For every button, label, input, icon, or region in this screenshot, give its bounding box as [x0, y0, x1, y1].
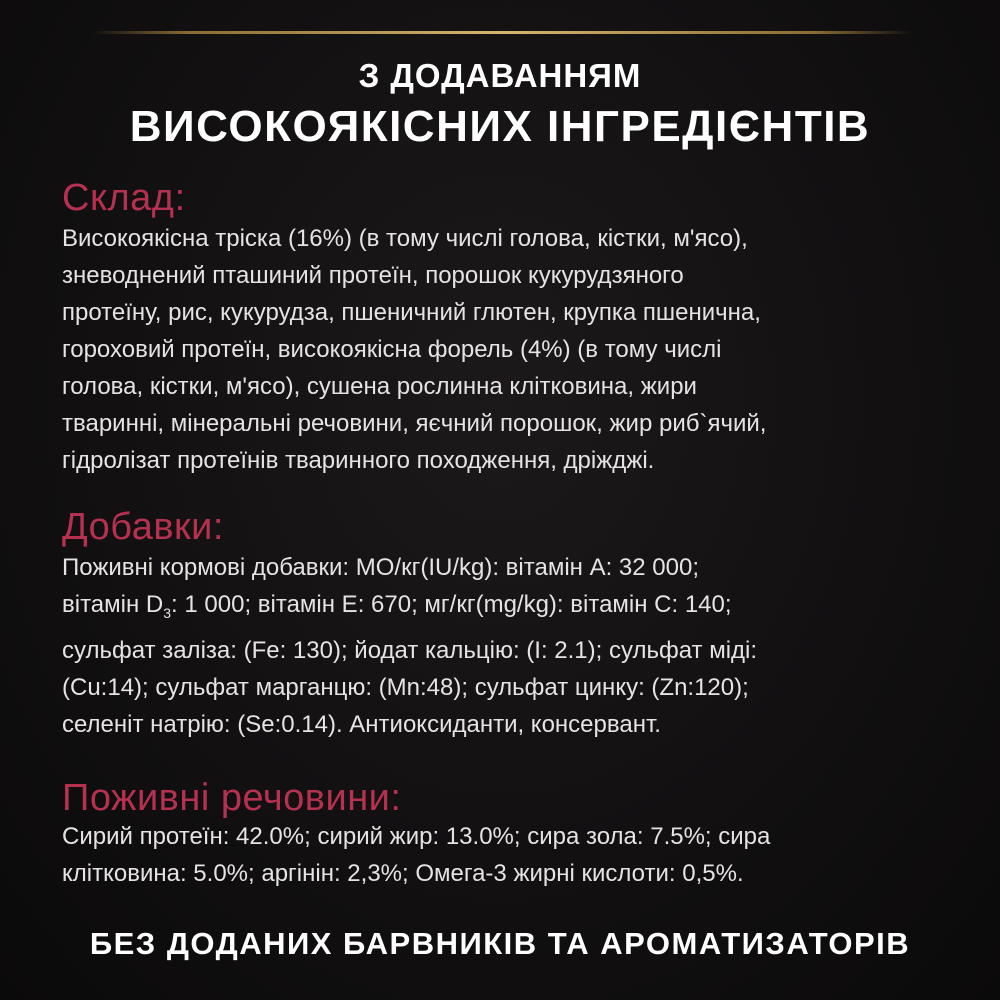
composition-title: Склад: — [62, 177, 186, 219]
nutrients-text: Сирий протеїн: 42.0%; сирий жир: 13.0%; сира зола: 7.5%; сира клітковина: 5.0%; аргінін: 2,3%; Омега-3 жирні кислоти: 0,5%. — [62, 823, 771, 887]
additives-title: Добавки: — [62, 506, 224, 548]
composition-section — [62, 176, 962, 479]
additives-line-2-suffix: : 1 000; вітамін Е: 670; мг/кг(mg/kg): вітамін С: 140; — [171, 591, 732, 618]
additives-section — [62, 505, 962, 743]
header-title: ВИСОКОЯКІСНИХ ІНГРЕДІЄНТІВ — [129, 102, 871, 151]
nutrients-title: Поживні речовини: — [62, 777, 402, 819]
additives-rest: сульфат заліза: (Fe: 130); йодат кальцію: (I: 2.1); сульфат міді: (Cu:14); сульфат марганцю: (Mn:48); сульфат цинку: (Zn:120); селеніт натрію: (Se:0.14). Антиоксиданти, консервант. — [62, 636, 758, 738]
additives-line-2-prefix: вітамін D — [62, 591, 164, 618]
nutrients-section — [62, 776, 962, 892]
header-subtitle: З ДОДАВАННЯМ — [358, 57, 642, 94]
additives-subscript: 3 — [163, 604, 172, 621]
header — [0, 56, 1000, 154]
composition-text: Високоякісна тріска (16%) (в тому числі голова, кістки, м'ясо), зневоднений пташиний протеїн, порошок кукурудзяного протеїну, рис, кукурудза, пшеничний глютен, крупка пшенична, гороховий протеїн, високоякісна форель (4%) (в тому числі голова, кістки, м'ясо), сушена рослинна клітковина, жири тваринні, мінеральні речовини, яєчний порошок, жир риб`ячий, гідролізат протеїнів тваринного походження, дріжджі. — [62, 225, 767, 474]
gold-divider-line — [92, 31, 912, 34]
additives-text — [62, 549, 962, 743]
additives-line-1: Поживні кормові добавки: МО/кг(IU/kg): вітамін А: 32 000; — [62, 554, 699, 581]
footer-claim: БЕЗ ДОДАНИХ БАРВНИКІВ ТА АРОМАТИЗАТОРІВ — [89, 926, 911, 961]
